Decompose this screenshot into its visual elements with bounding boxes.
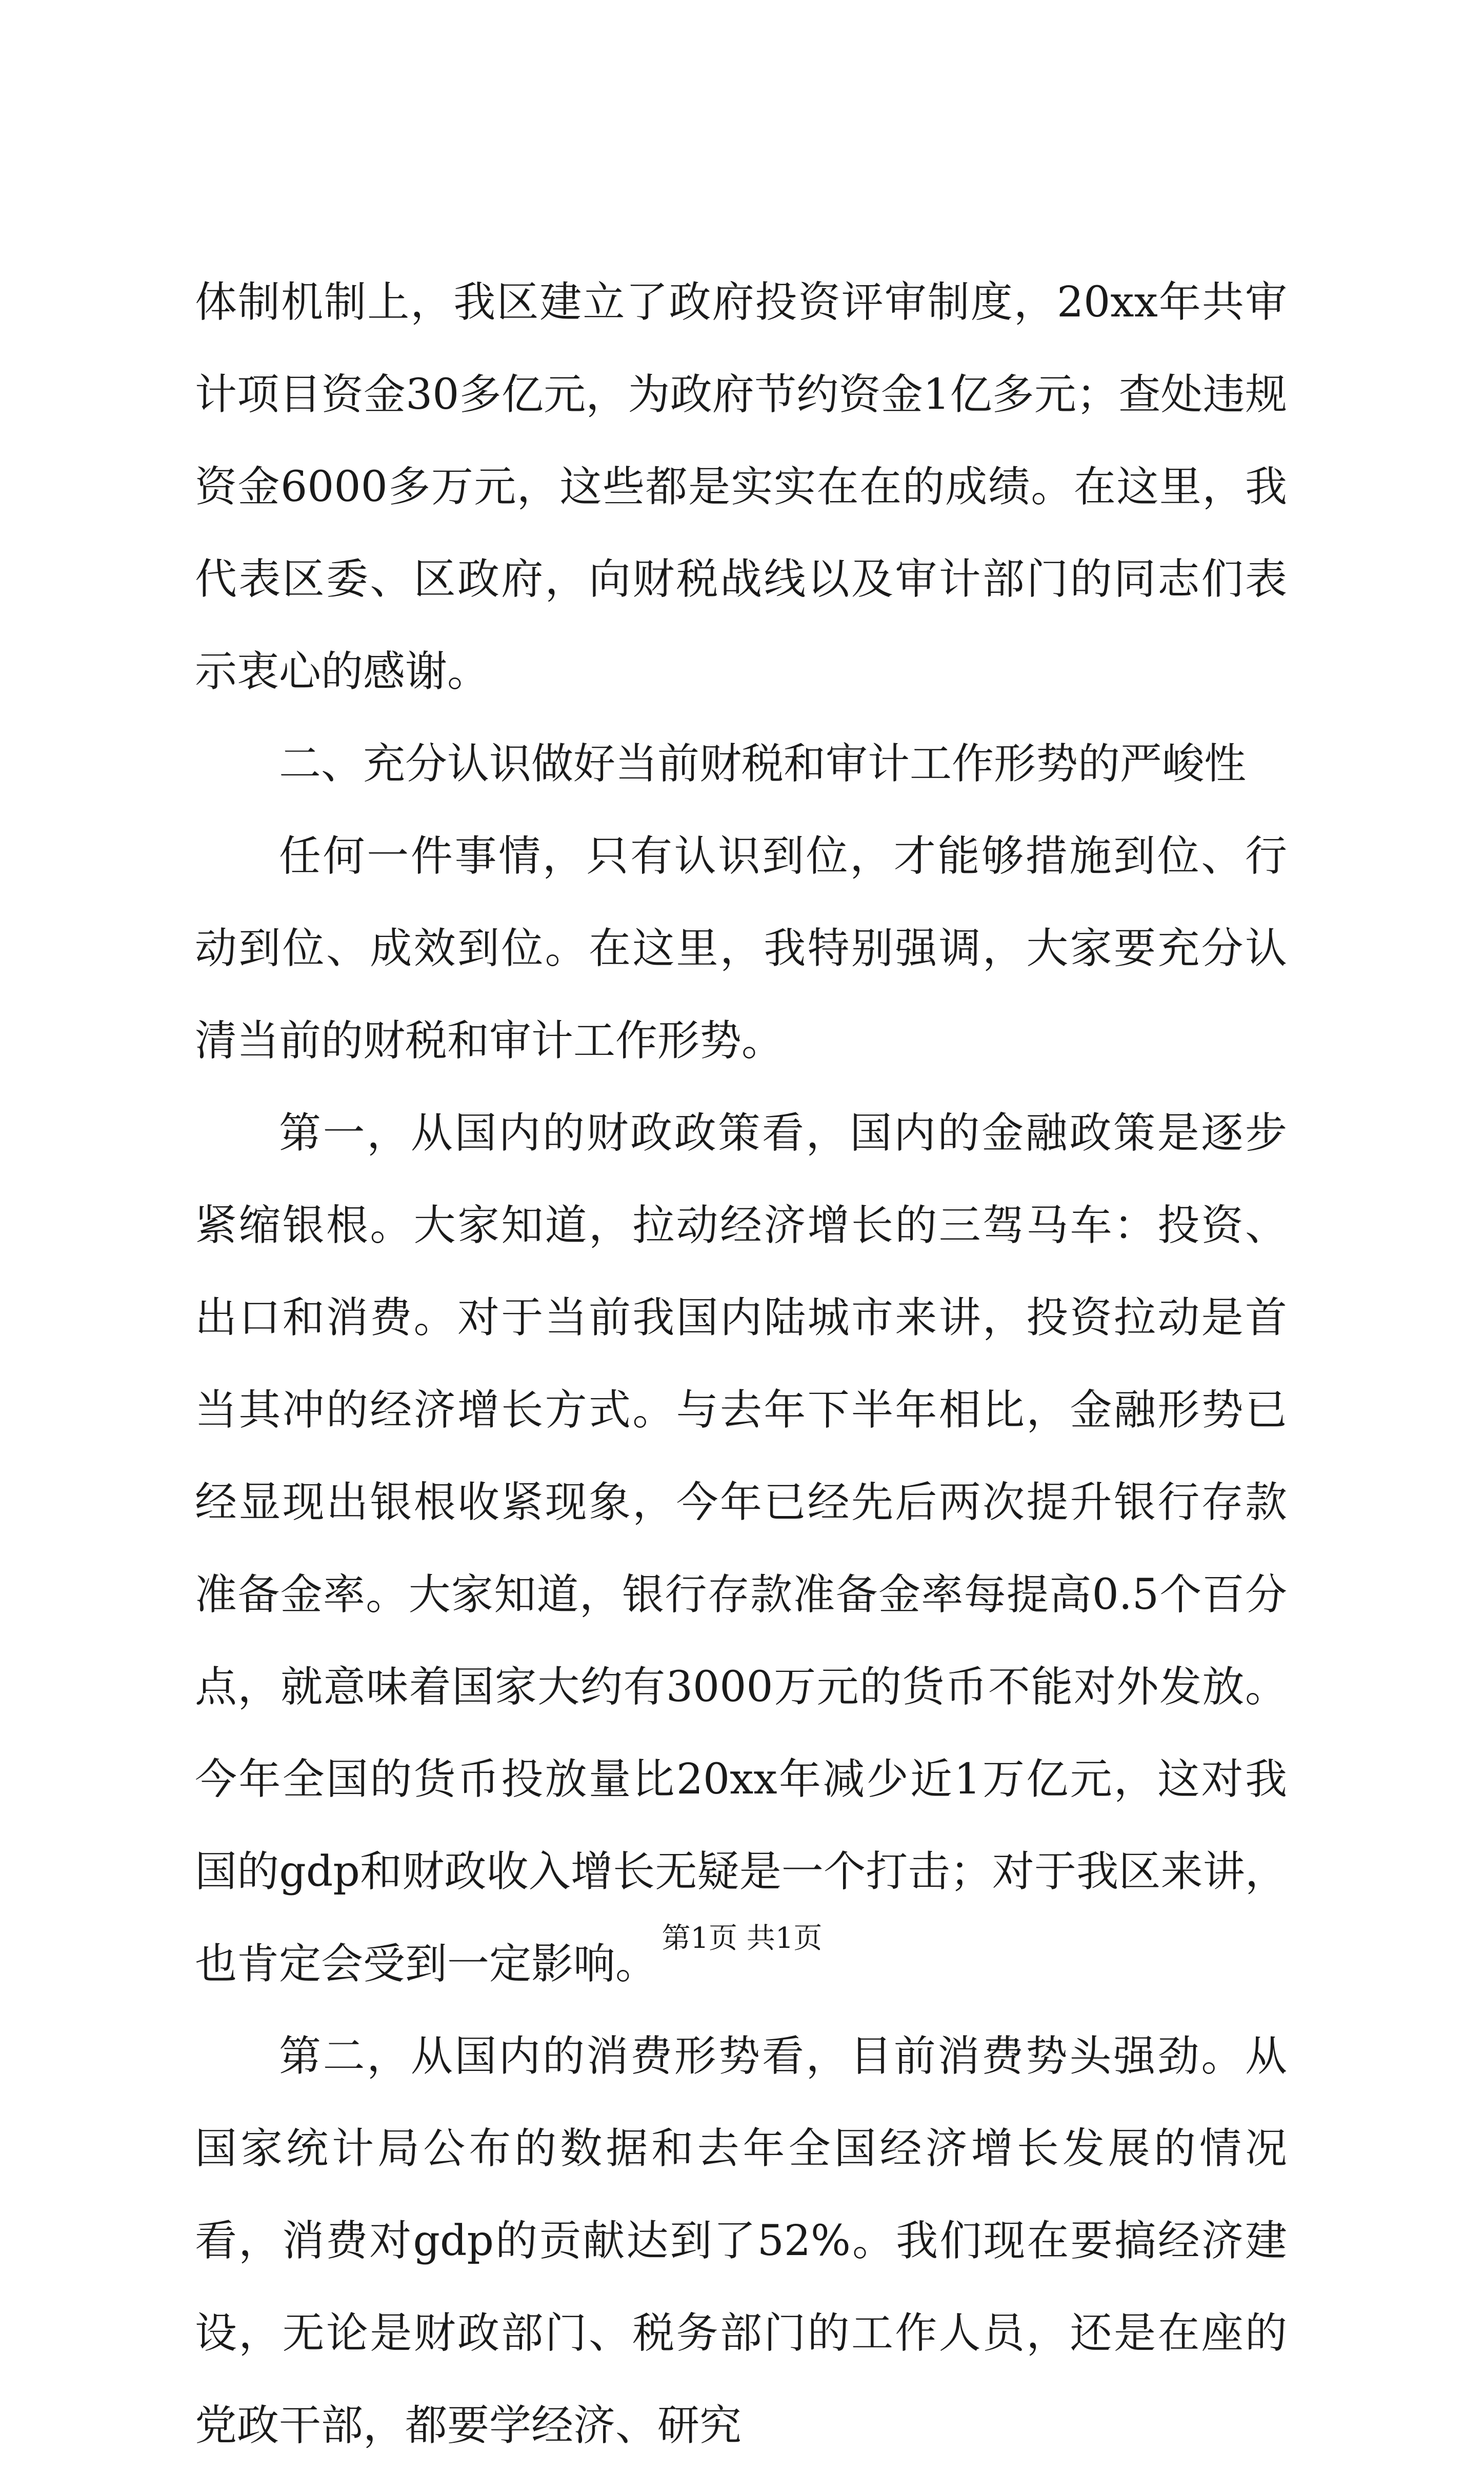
paragraph-1: 体制机制上，我区建立了政府投资评审制度，20xx年共审计项目资金30多亿元，为政府节约资金1亿多元；查处违规资金6000多万元，这些都是实实在在的成绩。在这里，我代表区委、区政府，向财税战线以及审计部门的同志们表示衷心的感谢。	[195, 278, 1287, 696]
page-number-label: 第1页 共1页	[661, 1922, 823, 1955]
paragraph-3: 任何一件事情，只有认识到位，才能够措施到位、行动到位、成效到位。在这里，我特别强调，大家要充分认清当前的财税和审计工作形势。	[195, 832, 1287, 1065]
paragraph-4: 第一，从国内的财政政策看，国内的金融政策是逐步紧缩银根。大家知道，拉动经济增长的三驾马车：投资、出口和消费。对于当前我国内陆城市来讲，投资拉动是首当其冲的经济增长方式。与去年下半年相比，金融形势已经显现出银根收紧现象，今年已经先后两次提升银行存款准备金率。大家知道，银行存款准备金率每提高0.5个百分点，就意味着国家大约有3000万元的货币不能对外发放。今年全国的货币投放量比20xx年减少近1万亿元，这对我国的gdp和财政收入增长无疑是一个打击；对于我区来讲，也肯定会受到一定影响。	[195, 1109, 1287, 1988]
document-body	[195, 256, 1287, 2472]
section-heading: 二、充分认识做好当前财税和审计工作形势的严峻性	[279, 740, 1247, 788]
page-footer	[0, 1916, 1484, 1957]
paragraph-5: 第二，从国内的消费形势看，目前消费势头强劲。从国家统计局公布的数据和去年全国经济增长发展的情况看，消费对gdp的贡献达到了52%。我们现在要搞经济建设，无论是财政部门、税务部门的工作人员，还是在座的党政干部，都要学经济、研究	[195, 2032, 1287, 2450]
